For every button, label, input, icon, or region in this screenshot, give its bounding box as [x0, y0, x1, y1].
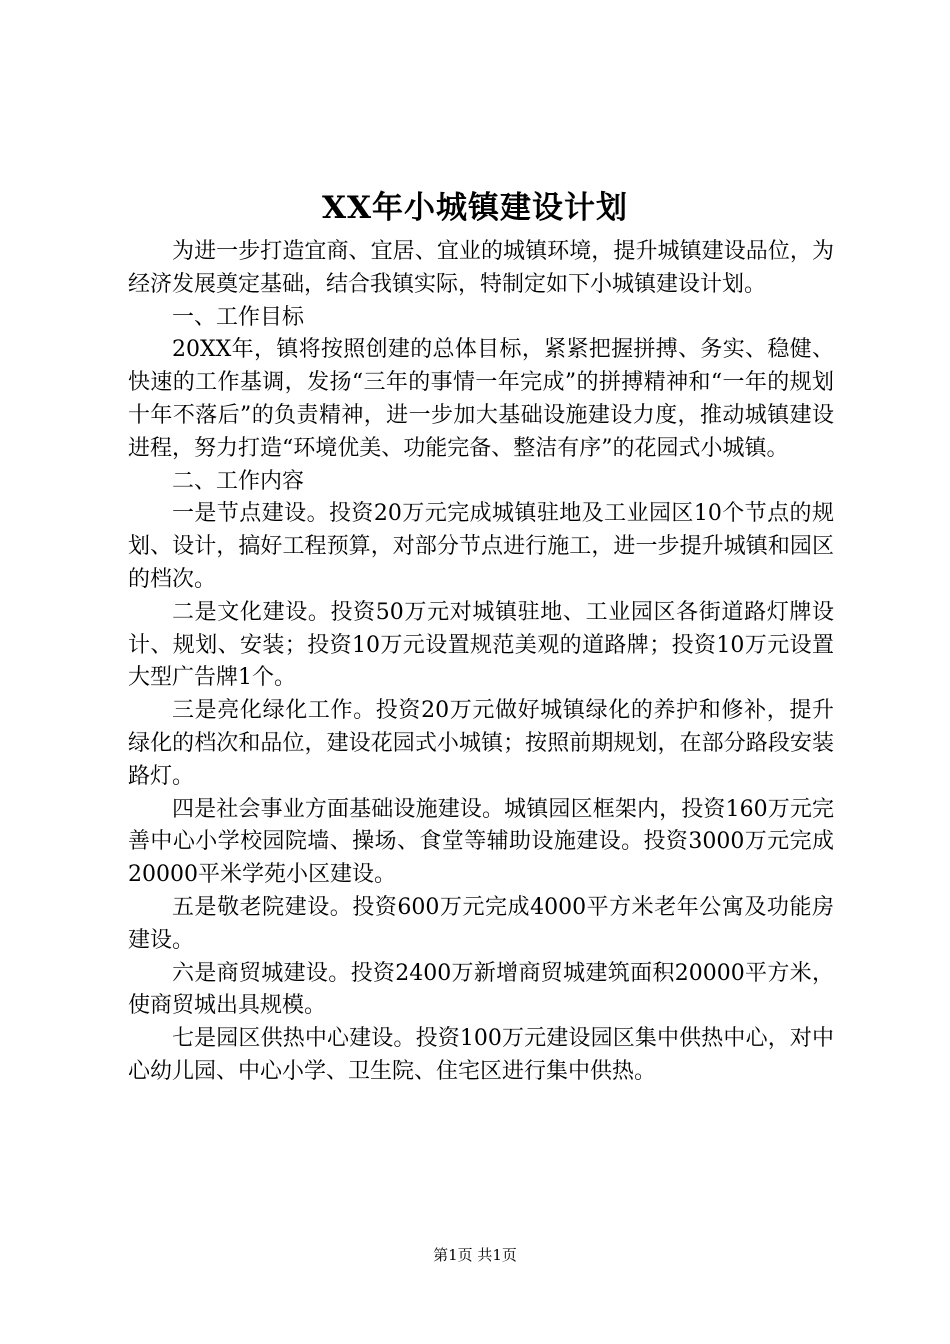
- content-item-6: 六是商贸城建设。投资2400万新增商贸城建筑面积20000平方米，使商贸城出具规模。: [128, 960, 834, 1019]
- document-body: [128, 236, 834, 1089]
- section-heading-goals: 一、工作目标: [172, 304, 305, 330]
- content-item-5: 五是敬老院建设。投资600万元完成4000平方米老年公寓及功能房建设。: [128, 894, 834, 953]
- intro-paragraph: 为进一步打造宜商、宜居、宜业的城镇环境，提升城镇建设品位，为经济发展奠定基础，结合我镇实际，特制定如下小城镇建设计划。: [128, 239, 834, 297]
- content-item-1: 一是节点建设。投资20万元完成城镇驻地及工业园区10个节点的规划、设计，搞好工程预算，对部分节点进行施工，进一步提升城镇和园区的档次。: [128, 501, 834, 592]
- content-item-3: 三是亮化绿化工作。投资20万元做好城镇绿化的养护和修补，提升绿化的档次和品位，建设花园式小城镇；按照前期规划，在部分路段安装路灯。: [128, 698, 834, 789]
- section-heading-content: 二、工作内容: [172, 468, 305, 494]
- content-item-4: 四是社会事业方面基础设施建设。城镇园区框架内，投资160万元完善中心小学校园院墙、操场、食堂等辅助设施建设。投资3000万元完成20000平米学苑小区建设。: [128, 796, 834, 888]
- goals-paragraph: 20XX年，镇将按照创建的总体目标，紧紧把握拼搏、务实、稳健、快速的工作基调，发扬“三年的事情一年完成”的拼搏精神和“一年的规划十年不落后”的负责精神，进一步加大基础设施建设力度，推动城镇建设进程，努力打造“环境优美、功能完备、整洁有序”的花园式小城镇。: [128, 337, 834, 461]
- content-item-7: 七是园区供热中心建设。投资100万元建设园区集中供热中心，对中心幼儿园、中心小学、卫生院、住宅区进行集中供热。: [128, 1026, 834, 1084]
- document-title: XX年小城镇建设计划: [321, 190, 629, 226]
- page-footer: 第1页 共1页: [433, 1246, 517, 1264]
- content-item-2: 二是文化建设。投资50万元对城镇驻地、工业园区各街道路灯牌设计、规划、安装；投资10万元设置规范美观的道路牌；投资10万元设置大型广告牌1个。: [128, 599, 834, 691]
